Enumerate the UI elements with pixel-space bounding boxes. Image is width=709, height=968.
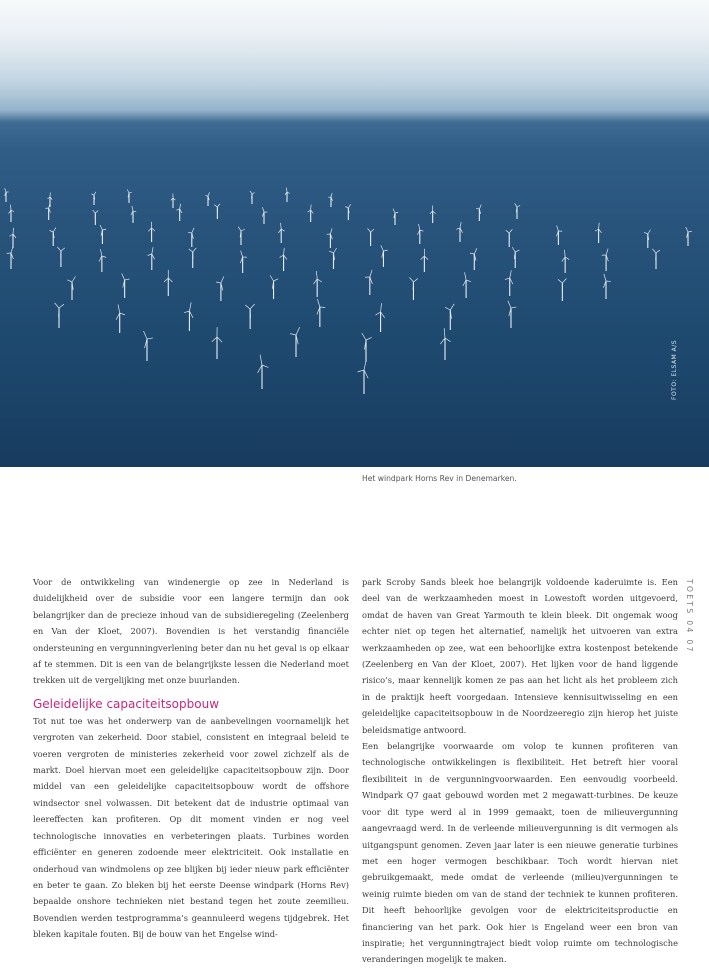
turbine: [652, 249, 659, 269]
turbine: [329, 248, 336, 269]
turbine: [164, 270, 172, 296]
turbine: [57, 247, 64, 267]
turbine: [285, 188, 290, 202]
turbine: [184, 302, 193, 331]
turbine: [205, 192, 209, 206]
right-column: [362, 574, 678, 968]
turbine: [558, 278, 566, 301]
turbine: [512, 247, 519, 268]
turbine: [99, 249, 106, 272]
turbine: [686, 227, 692, 246]
turbine: [358, 360, 369, 394]
turbine: [327, 228, 333, 248]
turbine: [362, 333, 372, 362]
turbine: [603, 274, 611, 299]
turbine: [67, 276, 75, 300]
turbine: [131, 206, 136, 223]
turbine: [456, 222, 462, 242]
section-heading: Geleidelijke capaciteitsopbouw: [33, 696, 349, 713]
photo-credit: FOTO: ELSAM A/S: [671, 330, 678, 400]
turbine: [144, 331, 153, 361]
turbine: [463, 272, 471, 298]
turbine: [250, 191, 255, 204]
turbine: [328, 193, 332, 207]
turbine: [9, 205, 15, 222]
turbine: [381, 245, 388, 267]
turbine: [212, 327, 222, 359]
paragraph: park Scroby Sands bleek hoe belangrijk voldoende kaderuimte is. Een deel van de werkzaamheden moest in Lowestoft worden uitgevoerd, omdat de haven van Great Yarmouth te klein bleek. Dit ongemak woog echter niet op tegen het alternatief, namelijk het uitvoeren van extra werkzaamheden op zee, wat een behoorlijke extra kostenpost betekende (Zeelenberg en Van der Kloet, 2007). Het lijken voor de hand liggende risico’s, maar kennelijk komen ze pas aan het licht als het probleem zich in de praktijk heeft voorgedaan. Intensieve kennisuitwisseling en een geleidelijke capaciteitsopbouw in de Noordzeeregio zijn hierop het juiste beleidsmatige antwoord.: [362, 574, 678, 738]
turbine: [556, 225, 562, 245]
turbine: [505, 270, 513, 296]
turbine: [148, 247, 155, 270]
turbine: [367, 228, 374, 246]
turbine: [317, 299, 325, 327]
turbine: [189, 248, 196, 268]
turbine: [290, 327, 300, 357]
turbine: [116, 304, 125, 333]
turbine: [216, 277, 224, 301]
turbine: [5, 188, 9, 202]
turbine: [602, 249, 609, 271]
turbine: [421, 249, 428, 272]
turbine: [280, 248, 287, 271]
paragraph: Voor de ontwikkeling van windenergie op zee in Nederland is duidelijkheid over de subsidie voor een langere termijn dan ook belangrijker dan de precieze inhoud van de subsidieregeling (Zeelenberg en Van der Kloet, 2007). Bovendien is het verstandig financiële ondersteuning en vergunningverlening beter dan nu het geval is op elkaar af te stemmen. Dit is een van de belangrijkste lessen die Nederland moet trekken uit de vergelijking met onze buurlanden.: [33, 574, 349, 689]
turbine: [476, 205, 481, 221]
left-column: [33, 574, 349, 943]
turbine: [508, 301, 517, 328]
turbine: [595, 223, 601, 243]
turbine: [245, 304, 254, 329]
turbine: [188, 228, 194, 247]
turbine: [91, 192, 95, 205]
turbine: [345, 204, 350, 220]
turbine: [270, 275, 278, 299]
paragraph: Tot nut toe was het onderwerp van de aanbevelingen voornamelijk het vergroten van zekerheid. Door stabiel, consistent en integraal beleid te voeren vergroten de ministeries zekerheid voor zowel zichzelf als de markt. Doel hiervan moet een geleidelijke capaciteitsopbouw zijn. Door middel van een geleidelijke capaciteitsopbouw wordt de offshore windsector snel volwassen. Dit betekent dat de industrie optimaal van leereffecten kan profiteren. Op dit moment vinden er nog veel technologische innovaties en verbeteringen plaats. Turbines worden efficiënter en generen zodoende meer elektriciteit. Ook installatie en onderhoud van windmolens op zee blijken bij ieder nieuw park efficiënter en beter te gaan. Zo bleken bij het eerste Deense windpark (Horns Rev) bepaalde onshore technieken niet bestand tegen het zoute zeemilieu. Bovendien werden testprogramma’s geannuleerd wegens tijdgebrek. Het bleken kapitale fouten. Bij de bouw van het Engelse wind-: [33, 713, 349, 943]
turbine: [430, 206, 436, 223]
turbine: [308, 205, 314, 222]
turbine: [375, 303, 384, 332]
turbine: [262, 207, 267, 224]
turbine: [644, 230, 650, 248]
turbine: [240, 251, 247, 273]
turbine: [9, 228, 15, 248]
turbine: [313, 271, 321, 297]
turbine: [515, 203, 520, 219]
paragraph: Een belangrijke voorwaarde om volop te kunnen profiteren van technologische ontwikkelingen is flexibiliteit. Het betreft hier vooral flexibiliteit in de vergunningvoorwaarden. Een eenvoudig voorbeeld. Windpark Q7 gaat gebouwd worden met 2 megawatt-turbines. De keuze voor dit type werd al in 1999 gemaakt, toen de milieuvergunning aangevraagd werd. In de verleende milieuvergunning is dit vermogen als uitgangspunt genomen. Zeven jaar later is een nieuwe generatie turbines met een hoger vermogen beschikbaar. Toch wordt hiervan niet gebruikgemaakt, mede omdat de verleende (milieu)vergunningen te weinig ruimte bieden om van de stand der techniek te kunnen profiteren. Dit heeft behoorlijke gevolgen voor de elektriciteitsproductie en financiering van het park. Ook hier is Engeland weer een bron van inspiratie; het vergunningtraject biedt volop ruimte om technologische veranderingen mogelijk te maken.: [362, 738, 678, 968]
turbine: [506, 229, 513, 247]
turbine: [238, 227, 244, 245]
page-side-label: TOETS 04 07: [685, 579, 694, 654]
turbine: [440, 328, 450, 360]
wind-turbines: [0, 0, 709, 467]
turbine: [470, 248, 477, 270]
turbine: [171, 194, 176, 208]
turbine: [214, 204, 220, 219]
turbine: [100, 225, 106, 244]
turbine: [148, 222, 155, 242]
turbine: [278, 223, 284, 243]
turbine: [55, 303, 64, 328]
turbine: [562, 250, 569, 273]
turbine: [7, 247, 14, 269]
turbine: [127, 190, 131, 203]
turbine: [258, 355, 269, 389]
wind-farm-photo: [0, 0, 709, 467]
turbine: [393, 209, 398, 225]
turbine: [122, 274, 130, 298]
turbine: [50, 228, 56, 246]
turbine: [409, 277, 417, 300]
photo-caption: Het windpark Horns Rev in Denemarken.: [362, 474, 662, 483]
turbine: [445, 304, 454, 330]
turbine: [93, 210, 99, 225]
turbine: [365, 270, 372, 295]
turbine: [177, 204, 182, 221]
turbine: [417, 224, 423, 244]
